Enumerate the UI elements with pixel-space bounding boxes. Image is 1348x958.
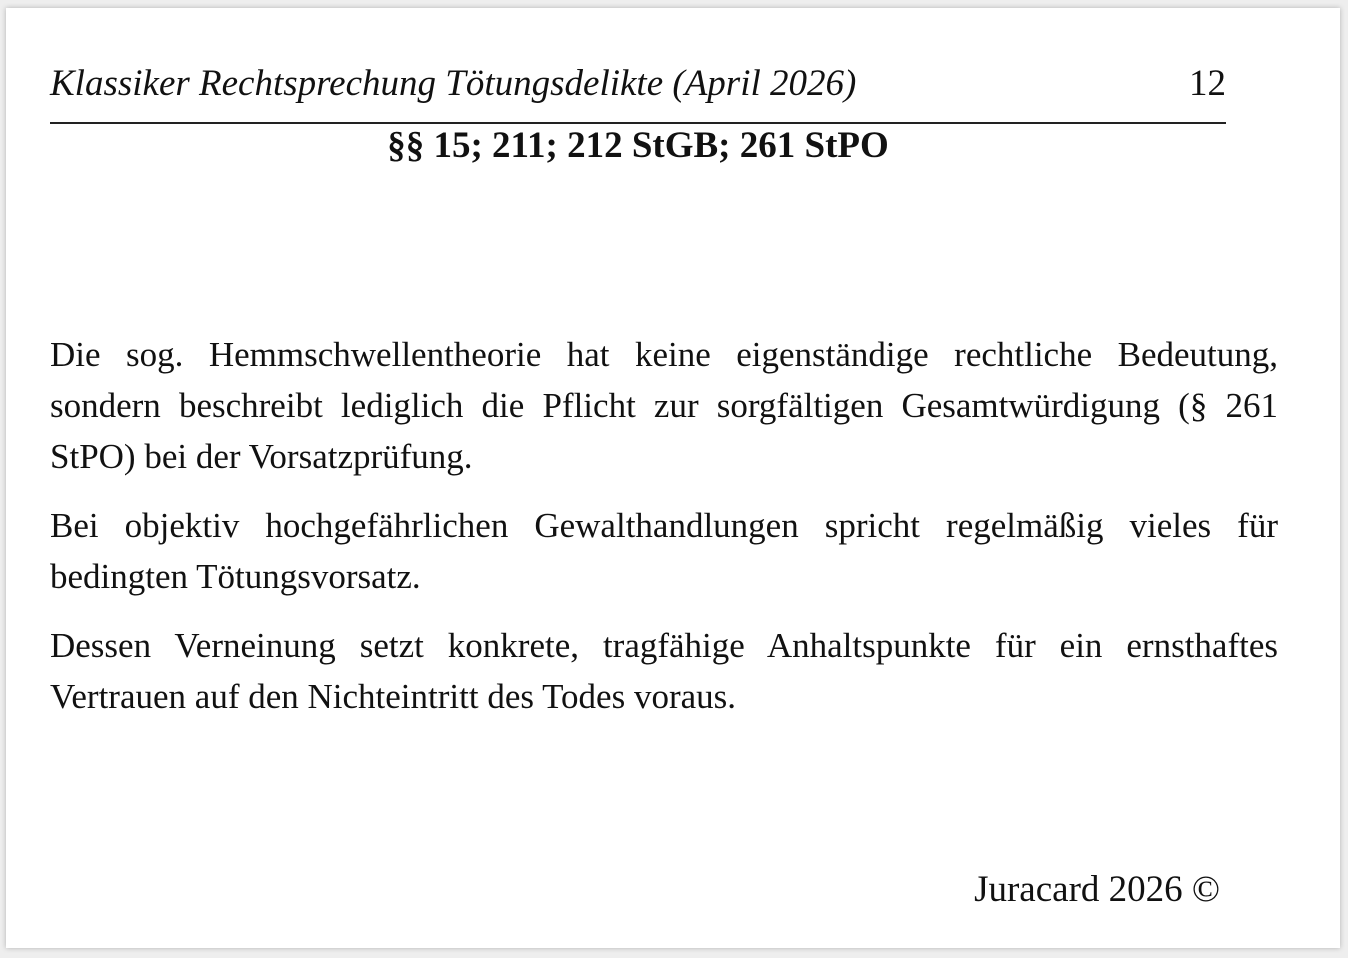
paragraph-3: Dessen Verneinung setzt konkrete, tragfähige Anhaltspunkte für ein ernsthaftes Vertrauen auf den Nichteintritt des Todes voraus. bbox=[50, 626, 1278, 716]
page-header bbox=[50, 62, 1226, 124]
document-page bbox=[6, 8, 1340, 948]
paragraph-1: Die sog. Hemmschwellentheorie hat keine eigenständige rechtliche Bedeutung, sondern beschreibt lediglich die Pflicht zur sorgfältigen Gesamtwürdigung (§ 261 StPO) bei der Vorsatzprüfung. bbox=[50, 335, 1278, 476]
copyright-footer: Juracard 2026 © bbox=[974, 869, 1220, 910]
card-body bbox=[50, 329, 1278, 740]
paragraph-2: Bei objektiv hochgefährlichen Gewalthandlungen spricht regelmäßig vieles für bedingten Tötungsvorsatz. bbox=[50, 506, 1278, 596]
norm-heading: §§ 15; 211; 212 StGB; 261 StPO bbox=[387, 125, 889, 166]
page-number: 12 bbox=[1189, 63, 1226, 104]
header-title: Klassiker Rechtsprechung Tötungsdelikte (April 2026) bbox=[50, 63, 857, 104]
